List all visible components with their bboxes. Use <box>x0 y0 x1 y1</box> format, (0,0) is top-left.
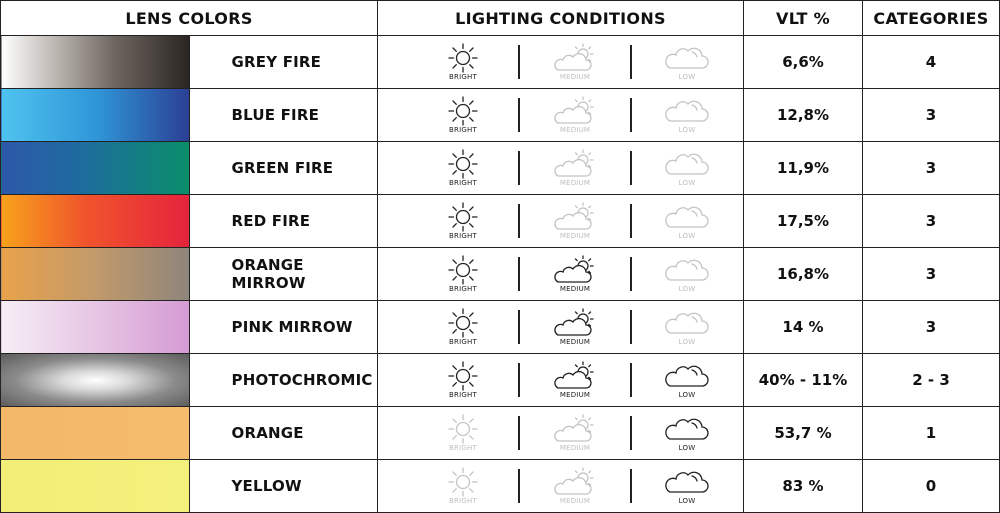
lighting-cell <box>378 142 744 195</box>
condition-bright <box>408 96 518 134</box>
sun-icon <box>446 361 480 391</box>
sun-cloud-icon <box>552 43 598 73</box>
vlt-value: 16,8% <box>744 248 863 301</box>
lens-swatch <box>1 248 190 301</box>
condition-label: BRIGHT <box>449 497 477 505</box>
condition-bright <box>408 414 518 452</box>
lens-row <box>1 89 1000 142</box>
lens-swatch <box>1 36 190 89</box>
header-lens-colors: LENS COLORS <box>1 1 378 36</box>
cloud-icon <box>664 255 710 285</box>
lighting-cell <box>378 195 744 248</box>
condition-low <box>632 414 742 452</box>
lens-swatch <box>1 407 190 460</box>
condition-medium <box>520 149 630 187</box>
cloud-icon <box>664 308 710 338</box>
lens-row <box>1 407 1000 460</box>
condition-medium <box>520 414 630 452</box>
header-row <box>1 1 1000 36</box>
vlt-value: 6,6% <box>744 36 863 89</box>
condition-label: BRIGHT <box>449 285 477 293</box>
lens-name: YELLOW <box>189 460 378 513</box>
lens-name: RED FIRE <box>189 195 378 248</box>
condition-label: BRIGHT <box>449 444 477 452</box>
header-lighting-conditions: LIGHTING CONDITIONS <box>378 1 744 36</box>
lighting-cell <box>378 354 744 407</box>
vlt-value: 40% - 11% <box>744 354 863 407</box>
header-vlt: VLT % <box>744 1 863 36</box>
condition-medium <box>520 361 630 399</box>
category-value: 3 <box>863 248 1000 301</box>
category-value: 0 <box>863 460 1000 513</box>
condition-medium <box>520 43 630 81</box>
condition-label: BRIGHT <box>449 179 477 187</box>
condition-label: BRIGHT <box>449 391 477 399</box>
condition-label: LOW <box>678 73 696 81</box>
cloud-icon <box>664 96 710 126</box>
lighting-cell <box>378 301 744 354</box>
lens-swatch <box>1 142 190 195</box>
condition-low <box>632 149 742 187</box>
category-value: 2 - 3 <box>863 354 1000 407</box>
sun-icon <box>446 414 480 444</box>
lens-row <box>1 36 1000 89</box>
condition-label: BRIGHT <box>449 338 477 346</box>
sun-cloud-icon <box>552 414 598 444</box>
condition-label: MEDIUM <box>559 338 591 346</box>
sun-cloud-icon <box>552 308 598 338</box>
condition-bright <box>408 43 518 81</box>
condition-medium <box>520 96 630 134</box>
condition-medium <box>520 308 630 346</box>
condition-low <box>632 43 742 81</box>
condition-label: LOW <box>678 232 696 240</box>
lens-row <box>1 460 1000 513</box>
condition-label: MEDIUM <box>559 179 591 187</box>
condition-label: BRIGHT <box>449 73 477 81</box>
condition-label: BRIGHT <box>449 232 477 240</box>
condition-label: LOW <box>678 391 696 399</box>
lens-row <box>1 354 1000 407</box>
condition-low <box>632 467 742 505</box>
sun-cloud-icon <box>552 361 598 391</box>
condition-label: MEDIUM <box>559 285 591 293</box>
condition-label: LOW <box>678 444 696 452</box>
condition-label: LOW <box>678 179 696 187</box>
header-categories: CATEGORIES <box>863 1 1000 36</box>
sun-icon <box>446 43 480 73</box>
sun-icon <box>446 308 480 338</box>
vlt-value: 53,7 % <box>744 407 863 460</box>
cloud-icon <box>664 43 710 73</box>
lens-swatch <box>1 301 190 354</box>
lens-name: ORANGE MIRROW <box>189 248 378 301</box>
lighting-cell <box>378 89 744 142</box>
condition-label: MEDIUM <box>559 232 591 240</box>
cloud-icon <box>664 467 710 497</box>
condition-low <box>632 308 742 346</box>
condition-label: MEDIUM <box>559 497 591 505</box>
lens-name: GREY FIRE <box>189 36 378 89</box>
sun-cloud-icon <box>552 255 598 285</box>
condition-label: LOW <box>678 497 696 505</box>
condition-low <box>632 361 742 399</box>
condition-bright <box>408 361 518 399</box>
lighting-cell <box>378 460 744 513</box>
condition-label: BRIGHT <box>449 126 477 134</box>
sun-icon <box>446 467 480 497</box>
sun-icon <box>446 96 480 126</box>
category-value: 3 <box>863 301 1000 354</box>
sun-icon <box>446 255 480 285</box>
lens-swatch <box>1 460 190 513</box>
condition-label: LOW <box>678 285 696 293</box>
vlt-value: 17,5% <box>744 195 863 248</box>
sun-cloud-icon <box>552 467 598 497</box>
sun-cloud-icon <box>552 96 598 126</box>
cloud-icon <box>664 202 710 232</box>
lens-row <box>1 195 1000 248</box>
lens-swatch <box>1 89 190 142</box>
condition-medium <box>520 255 630 293</box>
category-value: 3 <box>863 142 1000 195</box>
category-value: 4 <box>863 36 1000 89</box>
condition-bright <box>408 149 518 187</box>
lens-row <box>1 248 1000 301</box>
condition-low <box>632 96 742 134</box>
category-value: 1 <box>863 407 1000 460</box>
condition-bright <box>408 308 518 346</box>
condition-label: MEDIUM <box>559 73 591 81</box>
sun-cloud-icon <box>552 202 598 232</box>
lens-name: PINK MIRROW <box>189 301 378 354</box>
lens-name: ORANGE <box>189 407 378 460</box>
condition-label: LOW <box>678 338 696 346</box>
condition-bright <box>408 202 518 240</box>
category-value: 3 <box>863 195 1000 248</box>
sun-icon <box>446 149 480 179</box>
sun-icon <box>446 202 480 232</box>
sun-cloud-icon <box>552 149 598 179</box>
condition-label: LOW <box>678 126 696 134</box>
condition-label: MEDIUM <box>559 444 591 452</box>
lens-name: BLUE FIRE <box>189 89 378 142</box>
cloud-icon <box>664 149 710 179</box>
lighting-cell <box>378 36 744 89</box>
condition-medium <box>520 202 630 240</box>
lens-row <box>1 142 1000 195</box>
condition-low <box>632 255 742 293</box>
cloud-icon <box>664 361 710 391</box>
category-value: 3 <box>863 89 1000 142</box>
lighting-cell <box>378 407 744 460</box>
condition-bright <box>408 255 518 293</box>
lens-name: GREEN FIRE <box>189 142 378 195</box>
vlt-value: 83 % <box>744 460 863 513</box>
vlt-value: 12,8% <box>744 89 863 142</box>
lighting-cell <box>378 248 744 301</box>
condition-label: MEDIUM <box>559 126 591 134</box>
lens-row <box>1 301 1000 354</box>
vlt-value: 11,9% <box>744 142 863 195</box>
vlt-value: 14 % <box>744 301 863 354</box>
cloud-icon <box>664 414 710 444</box>
lens-swatch <box>1 354 190 407</box>
lens-name: PHOTOCHROMIC <box>189 354 378 407</box>
condition-medium <box>520 467 630 505</box>
condition-label: MEDIUM <box>559 391 591 399</box>
condition-bright <box>408 467 518 505</box>
lens-swatch <box>1 195 190 248</box>
condition-low <box>632 202 742 240</box>
